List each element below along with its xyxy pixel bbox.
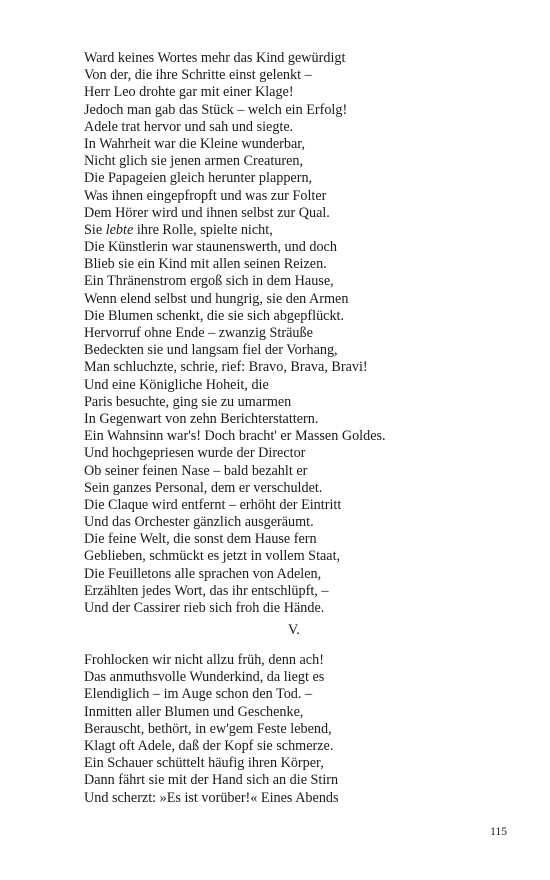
poem-line: Und scherzt: »Es ist vorüber!« Eines Abends <box>84 789 339 806</box>
poem-line: Berauscht, bethört, in ew'gem Feste lebend, <box>84 720 332 737</box>
poem-stanza <box>84 50 504 617</box>
poem-line <box>84 222 504 239</box>
poem-line: In Wahrheit war die Kleine wunderbar, <box>84 135 305 152</box>
poem-line: Hervorruf ohne Ende – zwanzig Sträuße <box>84 325 313 341</box>
poem-line: Nicht glich sie jenen armen Creaturen, <box>84 153 304 170</box>
poem-line: Und der Cassirer rieb sich froh die Hände. <box>84 600 325 616</box>
poem-line: Und das Orchester gänzlich ausgeräumt. <box>84 514 314 531</box>
poem-line: Sein ganzes Personal, dem er verschuldet. <box>84 479 323 496</box>
poem-line: Adele trat hervor und sah und siegte. <box>84 118 294 135</box>
poem-line-text: ihre Rolle, spielte nicht, <box>133 221 273 238</box>
poem-line: Elendiglich – im Auge schon den Tod. – <box>84 686 313 703</box>
poem-line: Bedeckten sie und langsam fiel der Vorhang, <box>84 342 338 359</box>
poem-line: Klagt oft Adele, daß der Kopf sie schmerze. <box>84 737 334 754</box>
poem-line: Und eine Königliche Hoheit, die <box>84 376 269 393</box>
poem-line: Die Claque wird entfernt – erhöht der Eintritt <box>84 496 342 513</box>
poem-line-text: Sie <box>84 221 106 238</box>
poem-line: Und hochgepriesen wurde der Director <box>84 445 306 462</box>
poem-line: Paris besuchte, ging sie zu umarmen <box>84 393 292 410</box>
poem-line: Dem Hörer wird und ihnen selbst zur Qual. <box>84 204 330 221</box>
poem-line: Dann fährt sie mit der Hand sich an die Stirn <box>84 772 339 789</box>
poem-line: Herr Leo drohte gar mit einer Klage! <box>84 84 294 101</box>
poem-line: Von der, die ihre Schritte einst gelenkt – <box>84 67 312 84</box>
poem-line: Blieb sie ein Kind mit allen seinen Reizen. <box>84 256 327 273</box>
poem-line: Ein Wahnsinn war's! Doch bracht' er Massen Goldes. <box>84 428 386 445</box>
poem-line: Die Feuilletons alle sprachen von Adelen, <box>84 565 322 582</box>
poem-stanza <box>84 652 504 807</box>
poem-line: Die Papageien gleich herunter plappern, <box>84 170 313 187</box>
poem-line: Inmitten aller Blumen und Geschenke, <box>84 703 304 720</box>
poem-line: Was ihnen eingepfropft und was zur Folter <box>84 187 327 204</box>
poem-line: Ein Thränenstrom ergoß sich in dem Hause, <box>84 273 334 290</box>
poem-line: Man schluchzte, schrie, rief: Bravo, Brava, Bravi! <box>84 359 368 376</box>
poem-line: Ward keines Wortes mehr das Kind gewürdigt <box>84 50 346 66</box>
poem-line: Wenn elend selbst und hungrig, sie den Armen <box>84 290 349 307</box>
section-heading: V. <box>288 622 300 638</box>
poem-line: Frohlocken wir nicht allzu früh, denn ach! <box>84 652 324 668</box>
poem-line: Die Künstlerin war staunenswerth, und doch <box>84 239 337 256</box>
poem-line: Das anmuthsvolle Wunderkind, da liegt es <box>84 669 325 686</box>
poem-line: In Gegenwart von zehn Berichterstattern. <box>84 410 319 427</box>
poem-line: Ob seiner feinen Nase – bald bezahlt er <box>84 462 308 479</box>
page-number: 115 <box>490 826 507 838</box>
poem-line: Geblieben, schmückt es jetzt in vollem Staat, <box>84 548 341 565</box>
poem-line: Die feine Welt, die sonst dem Hause fern <box>84 531 317 548</box>
poem-line: Die Blumen schenkt, die sie sich abgepflückt. <box>84 307 345 324</box>
poem-line: Erzählten jedes Wort, das ihr entschlüpft, – <box>84 582 329 599</box>
poem-line: Ein Schauer schüttelt häufig ihren Körper, <box>84 755 324 772</box>
emphasized-word: lebte <box>105 221 134 238</box>
poem-line: Jedoch man gab das Stück – welch ein Erfolg! <box>84 101 348 118</box>
